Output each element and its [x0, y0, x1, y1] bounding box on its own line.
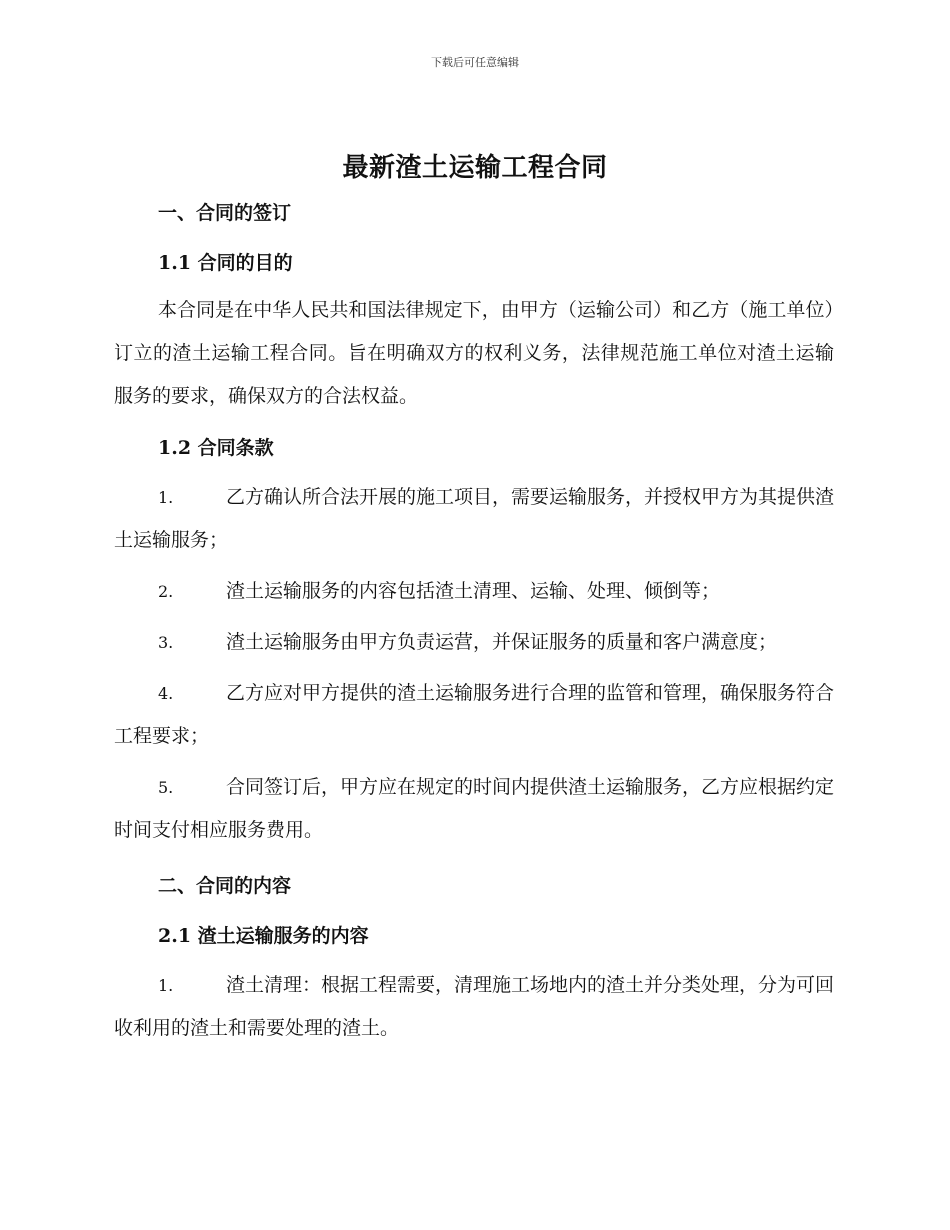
document-body	[114, 187, 834, 1050]
document-title: 最新渣土运输工程合同	[342, 153, 608, 183]
list-item	[114, 672, 834, 758]
list-item	[114, 570, 834, 613]
list-item	[114, 964, 834, 1050]
section-heading-1: 一、合同的签订	[158, 202, 292, 224]
subsection-heading-1-2: 1.2 合同条款	[158, 437, 274, 459]
page-header-note: 下载后可任意编辑	[431, 56, 519, 69]
list-item-text: 渣土运输服务由甲方负责运营，并保证服务的质量和客户满意度；	[226, 631, 778, 653]
list-item-number: 3.	[158, 633, 174, 652]
list-item-number: 2.	[158, 582, 174, 601]
section-heading-2: 二、合同的内容	[158, 875, 292, 897]
list-item	[114, 476, 834, 562]
list-item	[114, 621, 834, 664]
list-item-text: 渣土运输服务的内容包括渣土清理、运输、处理、倾倒等；	[226, 580, 721, 602]
list-item-number: 4.	[158, 684, 174, 703]
list-item-number: 5.	[158, 778, 174, 797]
subsection-heading-1-1: 1.1 合同的目的	[158, 252, 293, 274]
list-item	[114, 766, 834, 852]
list-item-text: 渣土清理：根据工程需要，清理施工场地内的渣土并分类处理，分为可回收利用的渣土和需要处理的渣土。	[114, 974, 835, 1039]
list-item-number: 1.	[158, 488, 174, 507]
paragraph-contract-purpose: 本合同是在中华人民共和国法律规定下，由甲方（运输公司）和乙方（施工单位）订立的渣土运输工程合同。旨在明确双方的权利义务，法律规范施工单位对渣土运输服务的要求，确保双方的合法权益。	[114, 299, 834, 407]
subsection-heading-2-1: 2.1 渣土运输服务的内容	[158, 925, 369, 947]
list-item-text: 乙方应对甲方提供的渣土运输服务进行合理的监管和管理，确保服务符合工程要求；	[114, 682, 835, 747]
list-item-text: 合同签订后，甲方应在规定的时间内提供渣土运输服务，乙方应根据约定时间支付相应服务费用。	[114, 776, 835, 841]
list-item-number: 1.	[158, 976, 174, 995]
list-item-text: 乙方确认所合法开展的施工项目，需要运输服务，并授权甲方为其提供渣土运输服务；	[114, 486, 835, 551]
